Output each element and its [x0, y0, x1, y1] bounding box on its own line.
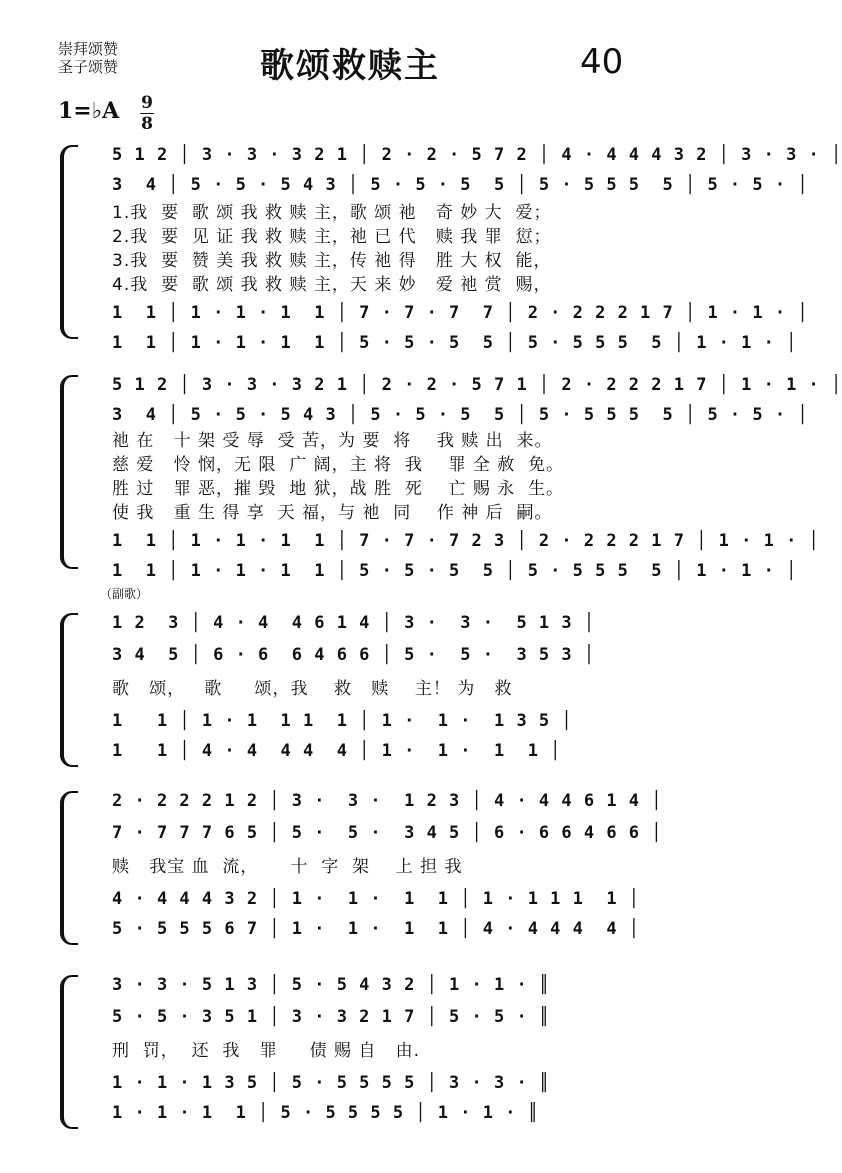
tenor-line: 1 1 │ 1 · 1 · 1 1 │ 7 · 7 · 7 7 │ 2 · 2 2 2 1 7 │ 1 · 1 · │	[112, 303, 809, 323]
alto-line: 7 · 7 7 7 6 5 │ 5 · 5 · 3 4 5 │ 6 · 6 6 4 6 6 │	[112, 823, 663, 843]
time-signature-top: 9	[141, 93, 153, 113]
verse-2: 慈 爱 怜 悯，无 限 广 阔，主 将 我 罪 全 赦 免。	[112, 455, 565, 475]
system-brace	[60, 613, 78, 767]
soprano-line: 1 2 3 │ 4 · 4 4 6 1 4 │ 3 · 3 · 5 1 3 │	[112, 613, 596, 633]
tenor-line: 1 · 1 · 1 3 5 │ 5 · 5 5 5 5 │ 3 · 3 · ║	[112, 1073, 551, 1093]
key-signature: 1=♭A	[58, 98, 120, 124]
alto-line: 3 4 │ 5 · 5 · 5 4 3 │ 5 · 5 · 5 5 │ 5 · 5 5 5 5 │ 5 · 5 · │	[112, 175, 809, 195]
alto-line: 3 4 5 │ 6 · 6 6 4 6 6 │ 5 · 5 · 3 5 3 │	[112, 645, 596, 665]
verse-1: 1.我 要 歌 颂 我 救 赎 主，歌 颂 祂 奇 妙 大 爱；	[112, 203, 552, 223]
tenor-line: 1 1 │ 1 · 1 · 1 1 │ 7 · 7 · 7 2 3 │ 2 · 2 2 2 1 7 │ 1 · 1 · │	[112, 531, 820, 551]
verse-4: 4.我 要 歌 颂 我 救 赎 主，天 来 妙 爱 祂 赏 赐，	[112, 275, 552, 295]
system-brace	[60, 375, 78, 569]
chorus-label: （副歌）	[100, 587, 149, 601]
verse-3: 3.我 要 赞 美 我 救 赎 主，传 祂 得 胜 大 权 能，	[112, 251, 552, 271]
alto-line: 3 4 │ 5 · 5 · 5 4 3 │ 5 · 5 · 5 5 │ 5 · 5 5 5 5 │ 5 · 5 · │	[112, 405, 809, 425]
alto-line: 5 · 5 · 3 5 1 │ 3 · 3 2 1 7 │ 5 · 5 · ║	[112, 1007, 551, 1027]
verse-1: 祂 在 十 架 受 辱 受 苦，为 要 将 我 赎 出 来。	[112, 431, 553, 451]
bass-line: 1 1 │ 1 · 1 · 1 1 │ 5 · 5 · 5 5 │ 5 · 5 5 5 5 │ 1 · 1 · │	[112, 561, 798, 581]
system-brace	[60, 145, 78, 339]
soprano-line: 5 1 2 │ 3 · 3 · 3 2 1 │ 2 · 2 · 5 7 1 │ 2 · 2 2 2 1 7 │ 1 · 1 · │	[112, 375, 842, 395]
time-signature	[140, 94, 154, 133]
chorus-lyric: 刑 罚， 还 我 罪 债 赐 自 由.	[112, 1041, 421, 1061]
bass-line: 5 · 5 5 5 6 7 │ 1 · 1 · 1 1 │ 4 · 4 4 4 4 │	[112, 919, 641, 939]
bass-line: 1 · 1 · 1 1 │ 5 · 5 5 5 5 │ 1 · 1 · ║	[112, 1103, 539, 1123]
soprano-line: 3 · 3 · 5 1 3 │ 5 · 5 4 3 2 │ 1 · 1 · ║	[112, 975, 551, 995]
soprano-line: 2 · 2 2 2 1 2 │ 3 · 3 · 1 2 3 │ 4 · 4 4 6 1 4 │	[112, 791, 663, 811]
hymn-title: 歌颂救赎主	[260, 46, 440, 86]
tenor-line: 1 1 │ 1 · 1 1 1 1 │ 1 · 1 · 1 3 5 │	[112, 711, 573, 731]
chorus-lyric: 歌 颂， 歌 颂，我 救 赎 主！ 为 救	[112, 679, 513, 699]
verse-4: 使 我 重 生 得 享 天 福，与 祂 同 作 神 后 嗣。	[112, 503, 553, 523]
soprano-line: 5 1 2 │ 3 · 3 · 3 2 1 │ 2 · 2 · 5 7 2 │ 4 · 4 4 4 3 2 │ 3 · 3 · │	[112, 145, 842, 165]
bass-line: 1 1 │ 4 · 4 4 4 4 │ 1 · 1 · 1 1 │	[112, 741, 562, 761]
system-brace	[60, 791, 78, 945]
hymn-number: 40	[580, 42, 624, 82]
chorus-lyric: 赎 我宝 血 流， 十 字 架 上 担 我	[112, 857, 463, 877]
system-brace	[60, 975, 78, 1129]
time-signature-bottom: 8	[141, 114, 153, 134]
tenor-line: 4 · 4 4 4 3 2 │ 1 · 1 · 1 1 │ 1 · 1 1 1 1 │	[112, 889, 641, 909]
bass-line: 1 1 │ 1 · 1 · 1 1 │ 5 · 5 · 5 5 │ 5 · 5 5 5 5 │ 1 · 1 · │	[112, 333, 798, 353]
verse-3: 胜 过 罪 恶，摧 毁 地 狱，战 胜 死 亡 赐 永 生。	[112, 479, 565, 499]
category-line-1: 崇拜颂赞	[58, 40, 119, 58]
verse-2: 2.我 要 见 证 我 救 赎 主，祂 已 代 赎 我 罪 愆；	[112, 227, 552, 247]
category-line-2: 圣子颂赞	[58, 58, 119, 76]
